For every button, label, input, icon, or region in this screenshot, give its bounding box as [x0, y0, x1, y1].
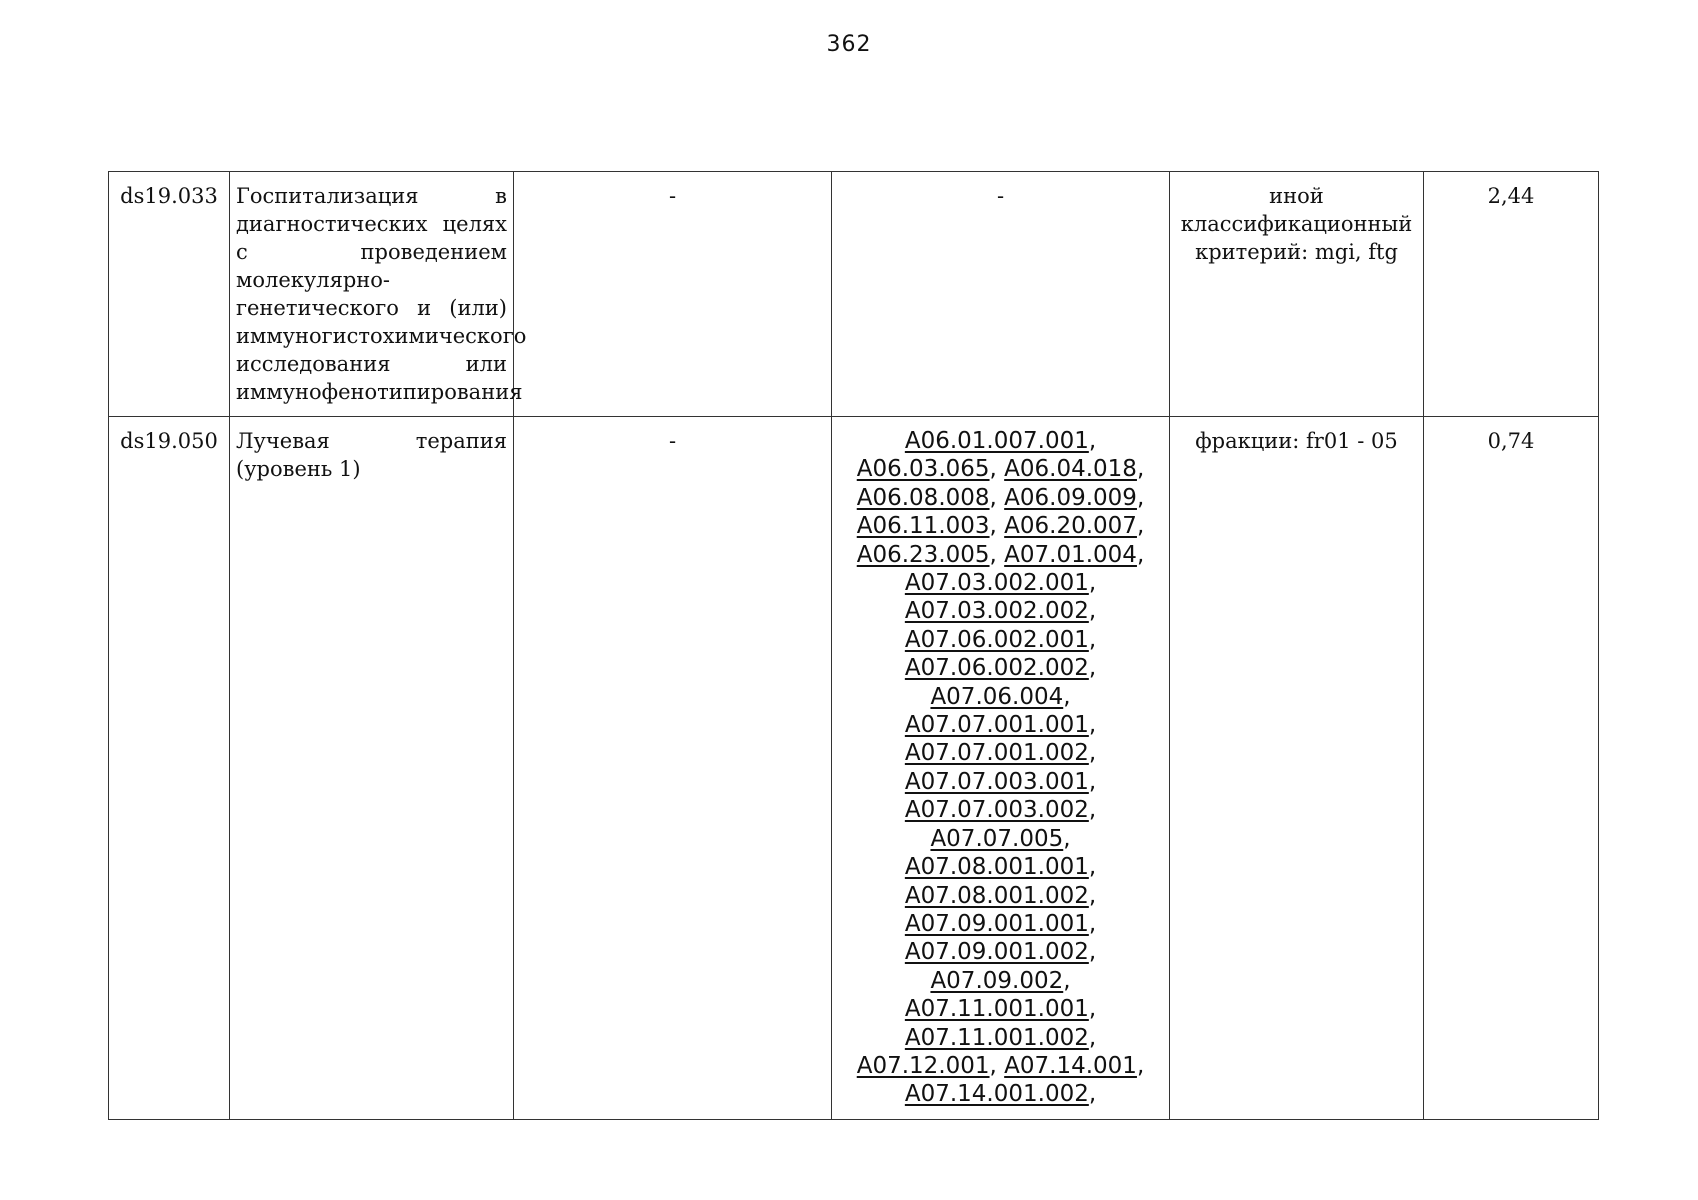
service-code-link[interactable]: A07.03.002.002	[904, 598, 1089, 625]
service-code-link[interactable]: A07.07.005	[930, 825, 1064, 852]
row-code: ds19.050	[109, 417, 230, 1120]
service-code-link[interactable]: A06.11.003	[856, 513, 990, 540]
service-code-link[interactable]: A06.08.008	[856, 484, 990, 511]
row-coefficient: 0,74	[1424, 417, 1599, 1120]
service-code-link[interactable]: A07.14.001.002	[904, 1081, 1089, 1108]
row-service-codes: -	[832, 172, 1170, 417]
row-name: Госпитализация в диагностических целях с проведением молекулярно-генетического и (или) иммуногистохимического исследования или иммунофенотипирования	[230, 172, 514, 417]
service-code-link[interactable]: A07.11.001.001	[904, 996, 1089, 1023]
tariff-table	[108, 171, 1599, 1120]
row-code: ds19.033	[109, 172, 230, 417]
service-code-link[interactable]: A07.07.003.002	[904, 797, 1089, 824]
service-code-link[interactable]: A07.06.004	[930, 683, 1064, 710]
table-row	[109, 417, 1599, 1120]
service-code-link[interactable]: A06.23.005	[856, 541, 990, 568]
service-code-link[interactable]: A06.04.018	[1004, 456, 1137, 483]
service-code-link[interactable]: A07.08.001.001	[904, 854, 1089, 881]
row-name: Лучевая терапия (уровень 1)	[230, 417, 514, 1120]
service-code-link[interactable]: A07.14.001	[1004, 1052, 1137, 1079]
service-code-link[interactable]: A06.09.009	[1004, 484, 1137, 511]
service-code-link[interactable]: A07.12.001	[856, 1052, 990, 1079]
row-criterion: иной классификационный критерий: mgi, ftg	[1170, 172, 1424, 417]
service-code-link[interactable]: A06.01.007.001	[904, 428, 1089, 454]
service-code-link[interactable]: A07.06.002.002	[904, 655, 1089, 682]
service-code-link[interactable]: A07.07.001.002	[904, 740, 1089, 767]
page-number: 362	[826, 32, 872, 57]
service-code-link[interactable]: A07.08.001.002	[904, 882, 1089, 909]
service-code-link[interactable]: A07.09.002	[930, 967, 1064, 994]
row-diagnosis-codes: -	[514, 417, 832, 1120]
row-service-codes: A06.01.007.001, A06.03.065, A06.04.018, A06.08.008, A06.09.009, A06.11.003, A06.20.007, A06.23.005, A07.01.004, A07.03.002.001, A07.03.002.002, A07.06.002.001, A07.06.002.002, A07.06.004, A07.07.001.001, A07.07.001.002, A07.07.003.001, A07.07.003.002, A07.07.005, A07.08.001.001, A07.08.001.002, A07.09.001.001, A07.09.001.002, A07.09.002, A07.11.001.001, A07.11.001.002, A07.12.001, A07.14.001, A07.14.001.002,	[832, 417, 1170, 1120]
service-code-link[interactable]: A07.06.002.001	[904, 626, 1089, 653]
table-row	[109, 172, 1599, 417]
service-code-link[interactable]: A07.01.004	[1004, 541, 1137, 568]
service-code-link[interactable]: A07.03.002.001	[904, 570, 1089, 597]
row-coefficient: 2,44	[1424, 172, 1599, 417]
service-code-link[interactable]: A07.09.001.002	[904, 939, 1089, 966]
service-code-link[interactable]: A07.09.001.001	[904, 910, 1089, 937]
service-code-link[interactable]: A07.11.001.002	[904, 1024, 1089, 1051]
row-diagnosis-codes: -	[514, 172, 832, 417]
service-code-link[interactable]: A06.20.007	[1004, 513, 1137, 540]
service-code-link[interactable]: A06.03.065	[856, 456, 990, 483]
row-criterion: фракции: fr01 - 05	[1170, 417, 1424, 1120]
service-code-link[interactable]: A07.07.001.001	[904, 712, 1089, 739]
service-code-link[interactable]: A07.07.003.001	[904, 768, 1089, 795]
